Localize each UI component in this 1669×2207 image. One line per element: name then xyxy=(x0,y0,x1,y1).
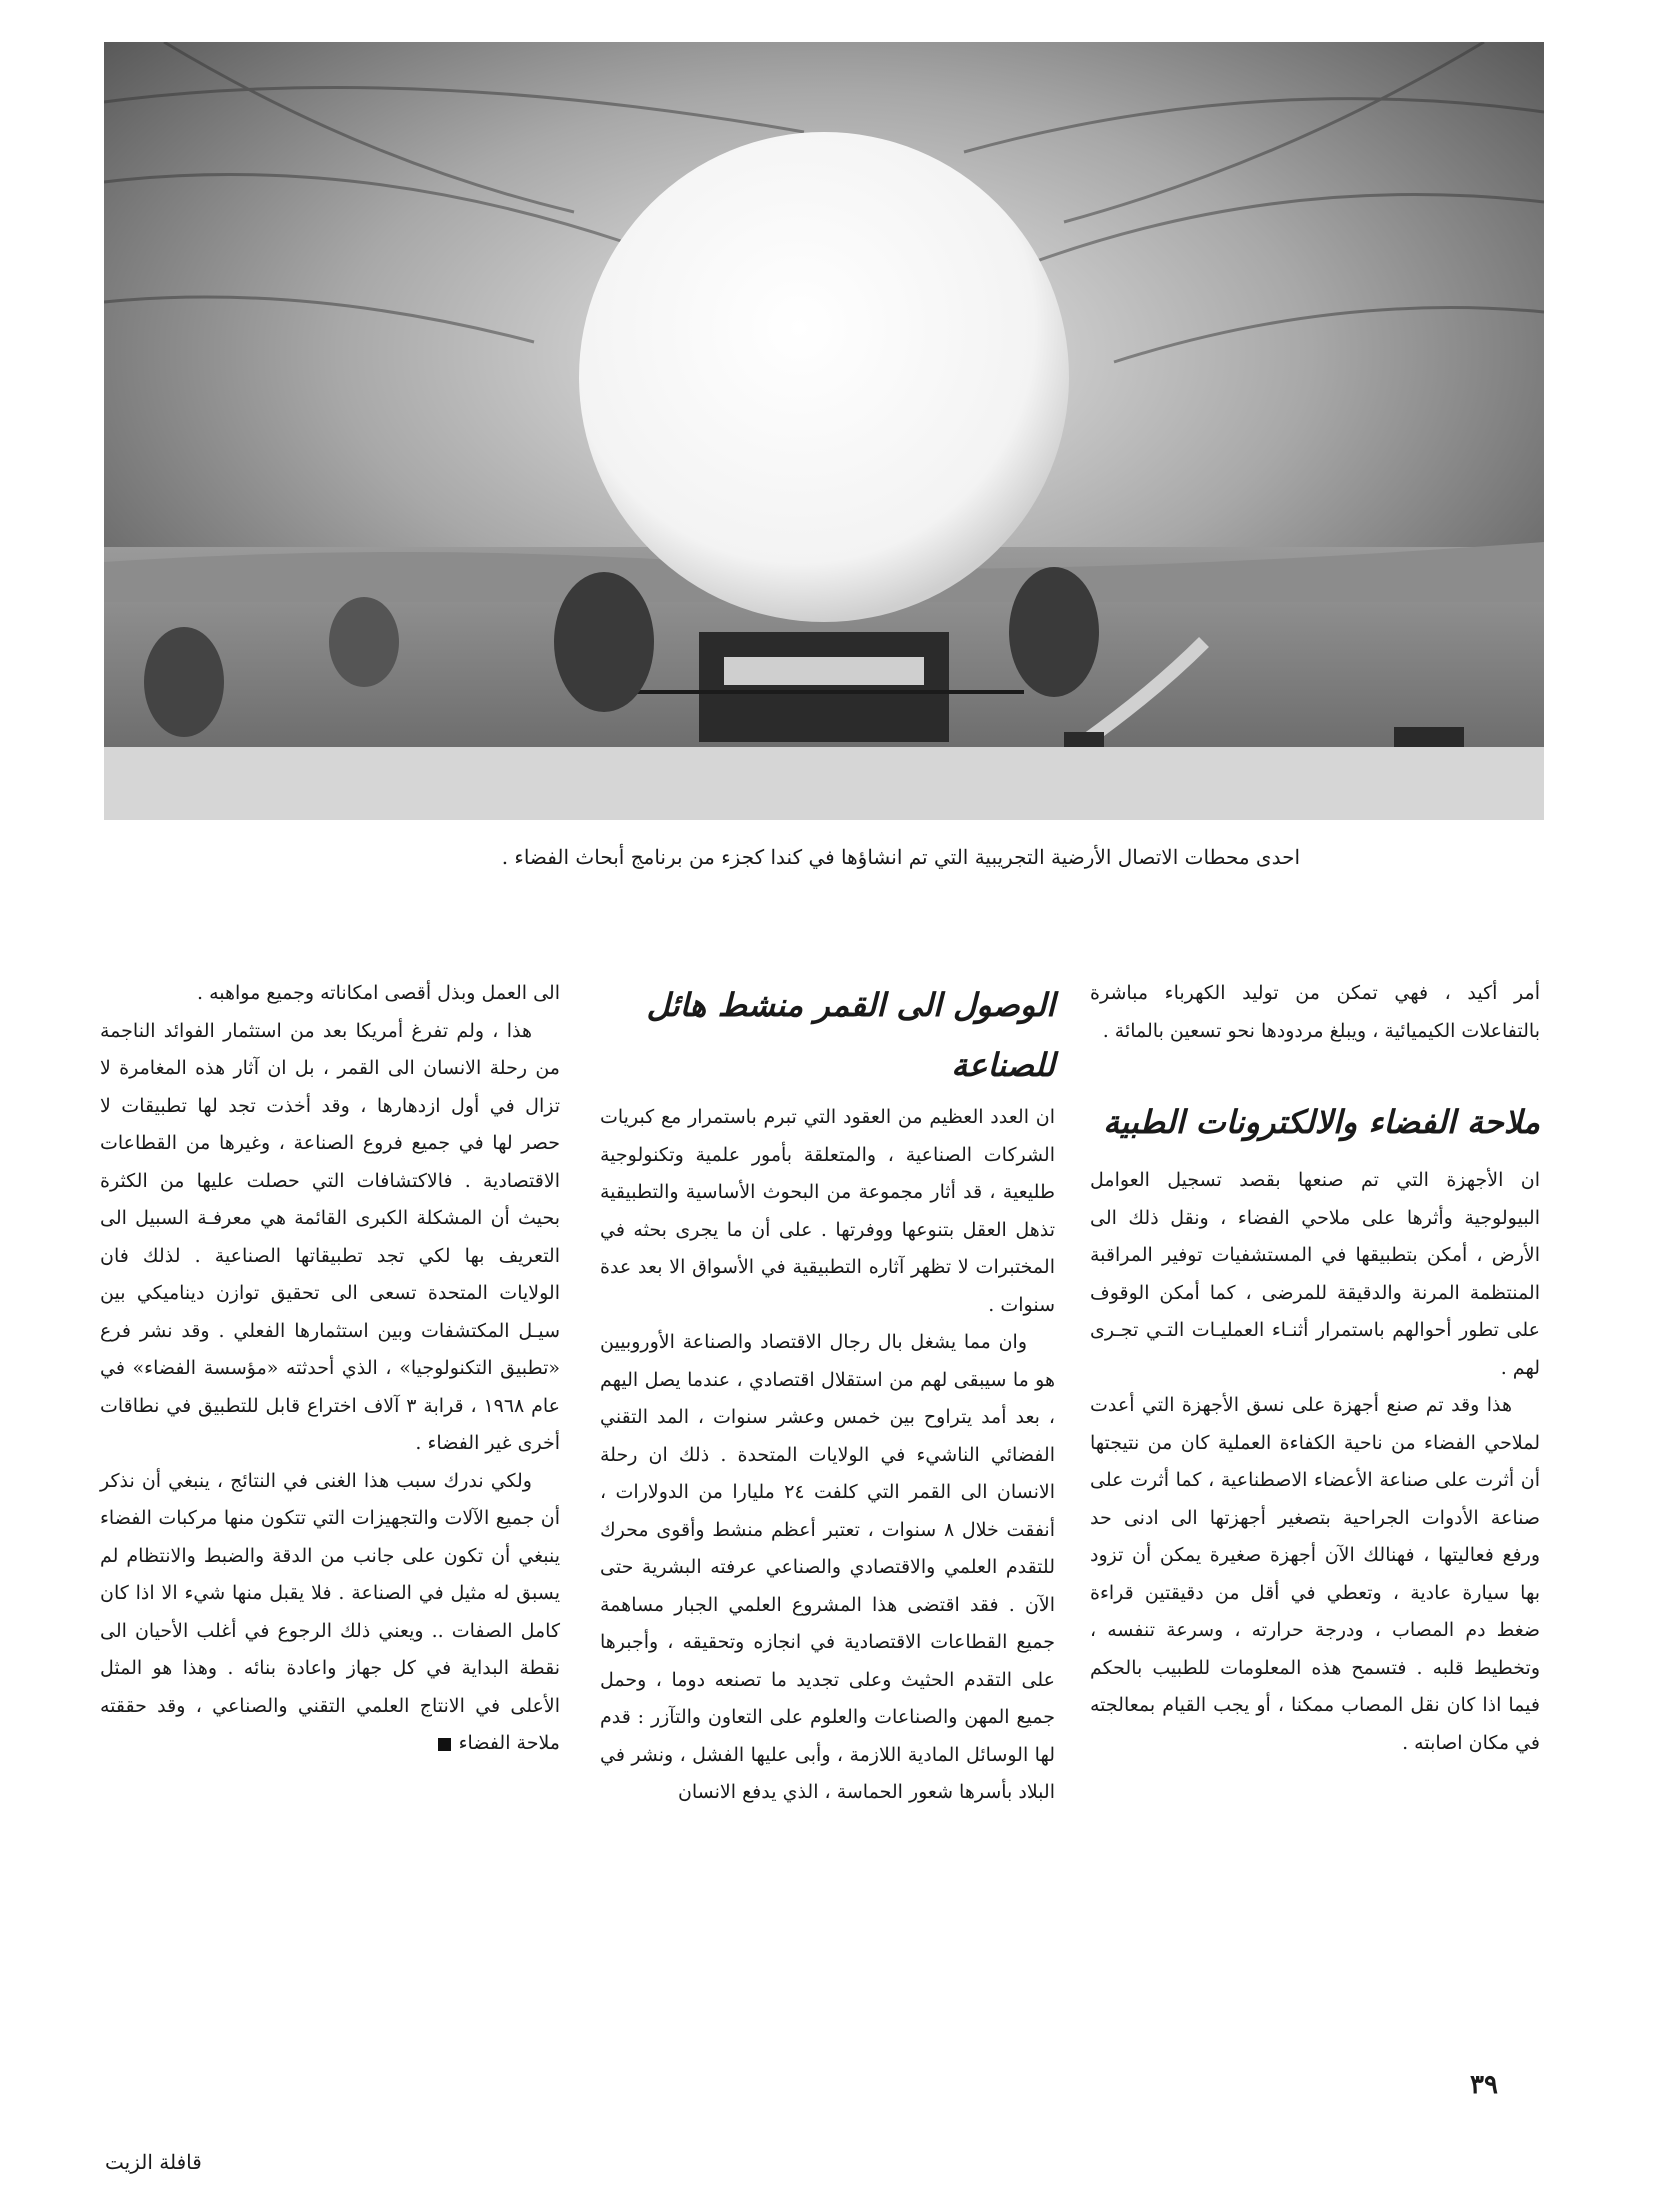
section-heading: ملاحة الفضاء والالكترونات الطبية xyxy=(1103,1103,1540,1141)
paragraph: وان مما يشغل بال رجال الاقتصاد والصناعة الأوروبيين هو ما سيبقى لهم من استقلال اقتصادي ، عندما يصل اليهم ، بعد أمد يتراوح بين خمس وعشر سنوات ، المد التقني الفضائي الناشيء في الولايات المتحدة . ذلك ان رحلة الانسان الى القمر التي كلفت ٢٤ مليارا من الدولارات ، أنفقت خلال ٨ سنوات ، تعتبر أعظم منشط وأقوى محرك للتقدم العلمي والاقتصادي والصناعي عرفته البشرية حتى الآن . فقد اقتضى هذا المشروع العلمي الجبار مساهمة جميع القطاعات الاقتصادية في انجازه وتحقيقه ، وأجبرها على التقدم الحثيث وعلى تجديد ما تصنعه دوما ، وحمل جميع المهن والصناعات والعلوم على التعاون والتآزر : قدم لها الوسائل المادية اللازمة ، وأبى عليها الفشل ، ونشر في البلاد بأسرها شعور الحماسة ، الذي يدفع الانسان xyxy=(600,1331,1055,1803)
end-of-article-icon xyxy=(438,1738,451,1751)
earth-station-photo xyxy=(104,42,1544,820)
paragraph: أمر أكيد ، فهي تمكن من توليد الكهرباء مباشرة بالتفاعلات الكيميائية ، ويبلغ مردودها نحو تسعين بالمائة . xyxy=(1090,982,1540,1042)
paragraph: ان الأجهزة التي تم صنعها بقصد تسجيل العوامل البيولوجية وأثرها على ملاحي الفضاء ، ونقل ذلك الى الأرض ، أمكن بتطبيقها في المستشفيات توفير المراقبة المنتظمة المرنة والدقيقة للمرضى ، كما أمكن الوقوف على تطور أحوالهم باستمرار أثنـاء العمليـات التـي تجـرى لهم . xyxy=(1090,1169,1540,1379)
radome-illustration xyxy=(104,42,1544,820)
paragraph-text: ولكي ندرك سبب هذا الغنى في النتائج ، ينبغي أن نذكر أن جميع الآلات والتجهيزات التي تتكون منها مركبات الفضاء ينبغي أن تكون على جانب من الدقة والضبط والانتظام لم يسبق له مثيل في الصناعة . فلا يقبل منها شيء الا اذا كان كامل الصفات .. ويعني ذلك الرجوع في أغلب الأحيان الى نقطة البداية في كل جهاز واعادة بنائه . وهذا هو المثل الأعلى في الانتاج العلمي التقني والصناعي ، وقد حققته ملاحة الفضاء xyxy=(100,1469,560,1754)
page-number: ٣٩ xyxy=(1470,2070,1498,2100)
left-column xyxy=(100,975,560,1763)
paragraph: الى العمل وبذل أقصى امكاناته وجميع مواهبه . xyxy=(197,982,560,1004)
paragraph: هذا وقد تم صنع أجهزة على نسق الأجهزة التي أعدت لملاحي الفضاء من ناحية الكفاءة العملية كان من نتيجتها أن أثرت على صناعة الأعضاء الاصطناعية ، كما أثرت على صناعة الأدوات الجراحية بتصغير أجهزتها الى ادنى حد ورفع فعاليتها ، فهنالك الآن أجهزة صغيرة يمكن أن تزود بها سيارة عادية ، وتعطي في أقل من دقيقتين قراءة ضغط دم المصاب ، ودرجة حرارته ، وسرعة تنفسه ، وتخطيط قلبه . فتسمح هذه المعلومات للطبيب بالحكم فيما اذا كان نقل المصاب ممكنا ، أو يجب القيام بمعالجته في مكان اصابته . xyxy=(1090,1394,1540,1754)
section-heading: الوصول الى القمر منشط هائل للصناعة xyxy=(646,986,1055,1084)
middle-column xyxy=(600,975,1055,1812)
paragraph: هذا ، ولم تفرغ أمريكا بعد من استثمار الفوائد الناجمة من رحلة الانسان الى القمر ، بل ان آثار هذه المغامرة لا تزال في أول ازدهارها ، وقد أخذت تجد لها تطبيقات لا حصر لها في جميع فروع الصناعة ، وغيرها من القطاعات الاقتصادية . فالاكتشافات التي حصلت عليها من الكثرة بحيث أن المشكلة الكبرى القائمة هي معرفـة السبيل الى التعريف بها لكي تجد تطبيقاتها الصناعية . لذلك فان الولايات المتحدة تسعى الى تحقيق توازن ديناميكي بين سيـل المكتشفات وبين استثمارها الفعلي . وقد نشر فرع «تطبيق التكنولوجيا» ، الذي أحدثته «مؤسسة الفضاء» في عام ١٩٦٨ ، قرابة ٣ آلاف اختراع قابل للتطبيق في نطاقات أخرى غير الفضاء . xyxy=(100,1019,560,1454)
paragraph xyxy=(100,1463,560,1763)
photo-caption: احدى محطات الاتصال الأرضية التجريبية التي تم انشاؤها في كندا كجزء من برنامج أبحاث الفضاء . xyxy=(501,845,1300,869)
magazine-name: قافلة الزيت xyxy=(105,2150,202,2174)
paragraph: ان العدد العظيم من العقود التي تبرم باستمرار مع كبريات الشركات الصناعية ، والمتعلقة بأمور علمية وتكنولوجية طليعية ، قد أثار مجموعة من البحوث الأساسية والتطبيقية تذهل العقل بتنوعها ووفرتها . على أن ما يجرى بحثه في المختبرات لا تظهر آثاره التطبيقية في الأسواق الا بعد عدة سنوات . xyxy=(600,1106,1055,1316)
right-column xyxy=(1090,975,1540,1762)
